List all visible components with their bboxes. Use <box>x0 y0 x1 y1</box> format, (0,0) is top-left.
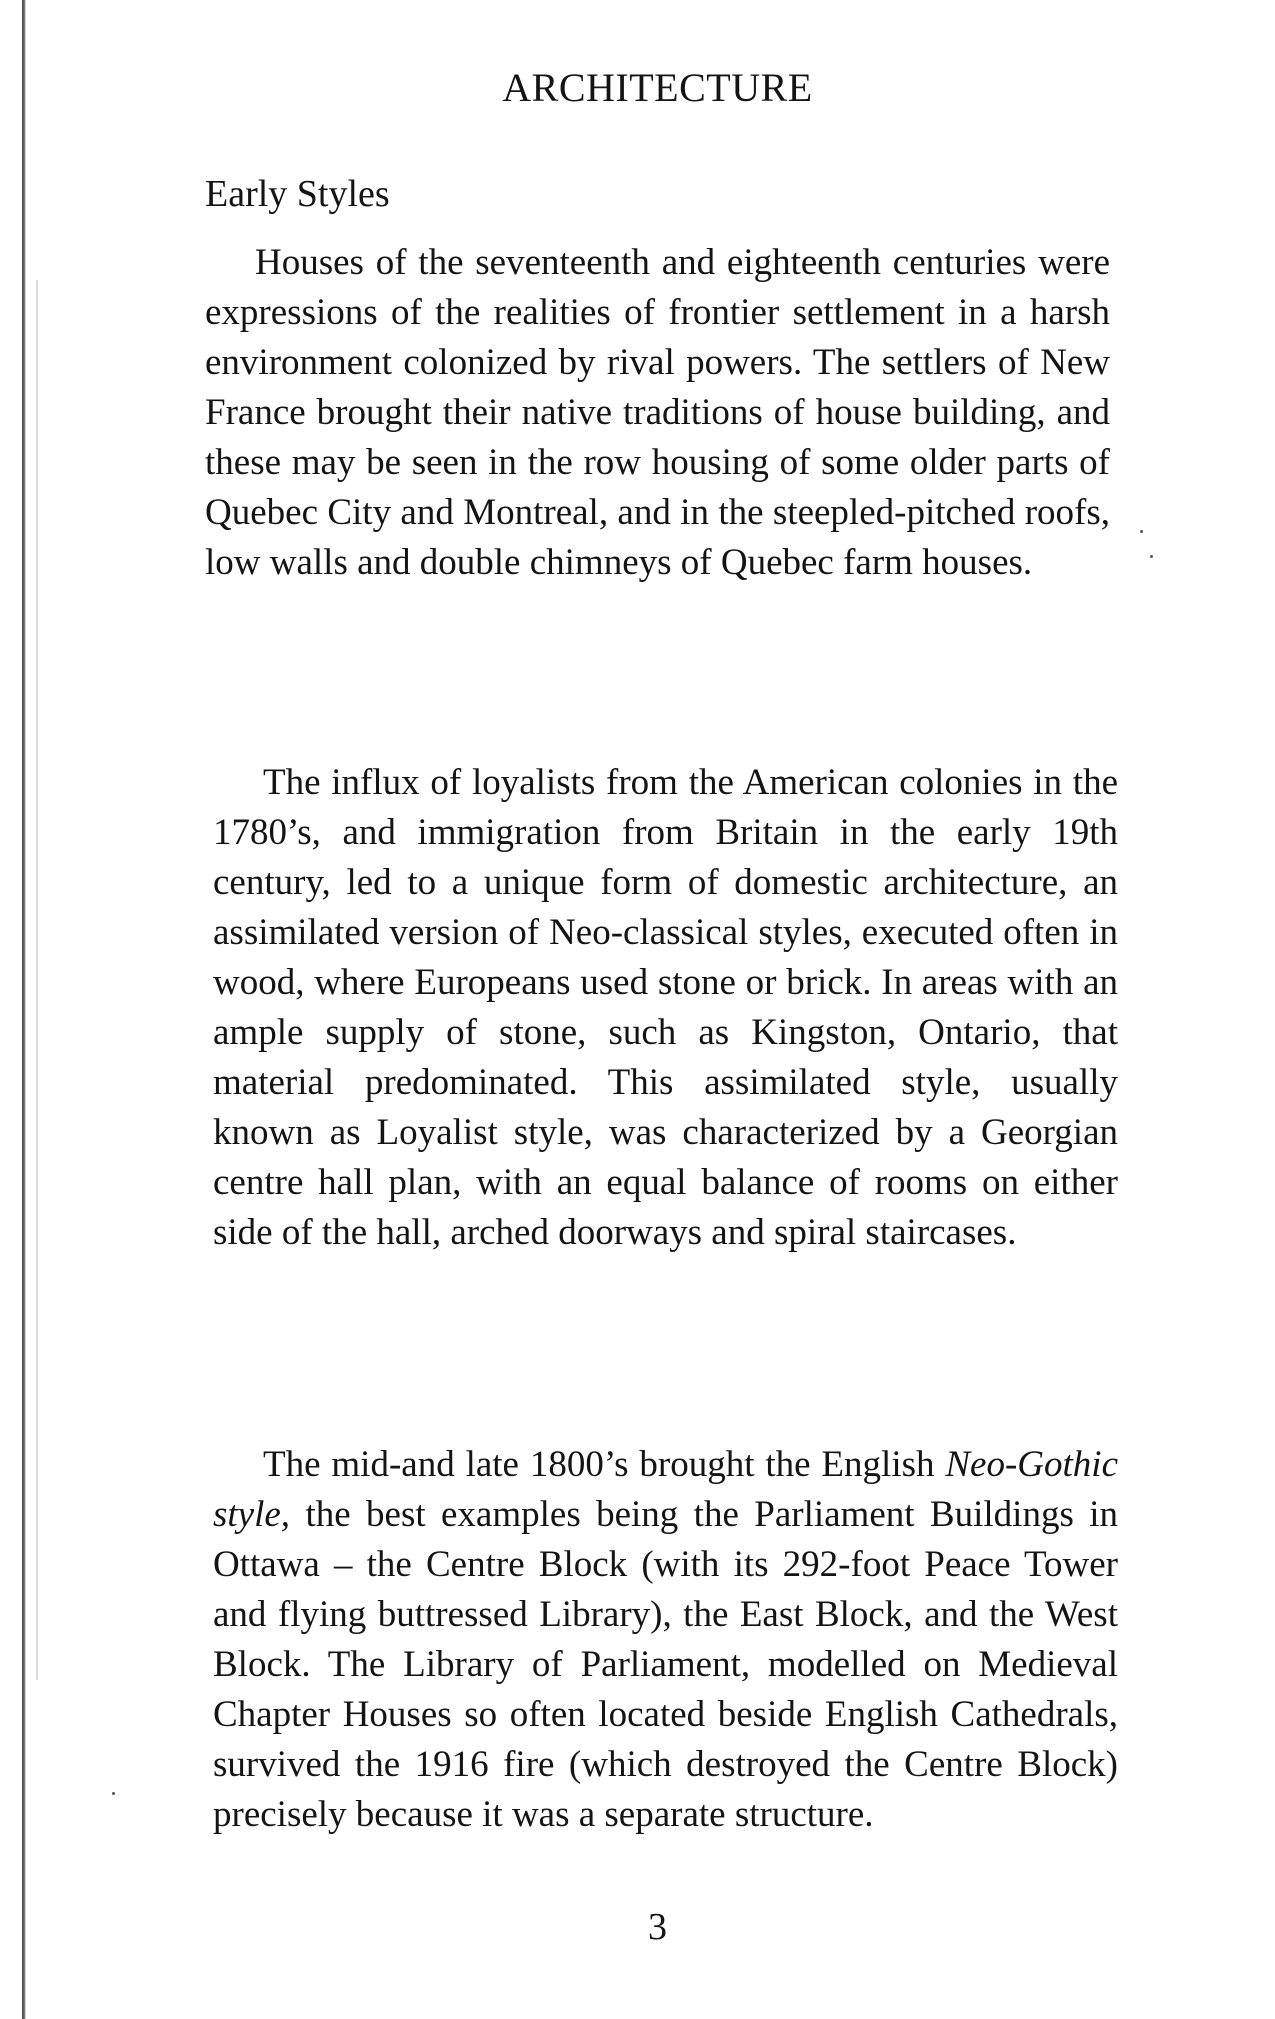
page-number: 3 <box>648 1906 667 1948</box>
scan-speck <box>112 1792 115 1795</box>
paragraph-neo-gothic-lead: The mid-and late 1800’s brought the English <box>263 1444 946 1485</box>
section-heading: Early Styles <box>205 173 390 215</box>
page-spine-shadow <box>36 280 38 1680</box>
page-title: ARCHITECTURE <box>502 65 813 110</box>
document-page <box>205 60 1118 1980</box>
page-spine-edge <box>22 0 26 2019</box>
paragraph-early-houses: Houses of the seventeenth and eighteenth centuries were expressions of the realities of frontier settlement in a harsh environment colonized by rival powers. The settlers of New France brought their native traditions of house building, and these may be seen in the row housing of some older parts of Quebec City and Montreal, and in the steepled-pitched roofs, low walls and double chimneys of Quebec farm houses. <box>205 242 1110 583</box>
paragraph-neo-gothic <box>213 1440 1118 1840</box>
scan-speck <box>1150 555 1153 558</box>
scan-speck <box>1140 530 1143 533</box>
paragraph-loyalist-style: The influx of loyalists from the American colonies in the 1780’s, and immigration from Britain in the early 19th century, led to a unique form of domestic architecture, an assimilated version of Neo-classical styles, executed often in wood, where Europeans used stone or brick. In areas with an ample supply of stone, such as Kingston, Ontario, that material predominated. This assimilated style, usually known as Loyalist style, was characterized by a Georgian centre hall plan, with an equal balance of rooms on either side of the hall, arched doorways and spiral staircases. <box>213 762 1118 1253</box>
neo-gothic-style-term: Neo-Gothic style, <box>213 1444 1118 1535</box>
paragraph-neo-gothic-rest: the best examples being the Parliament Buildings in Ottawa – the Centre Block (with its 292-foot Peace Tower and flying buttressed Library), the East Block, and the West Block. The Library of Parliament, modelled on Medieval Chapter Houses so often located beside English Cathedrals, survived the 1916 fire (which destroyed the Centre Block) precisely because it was a separate structure. <box>213 1494 1118 1835</box>
